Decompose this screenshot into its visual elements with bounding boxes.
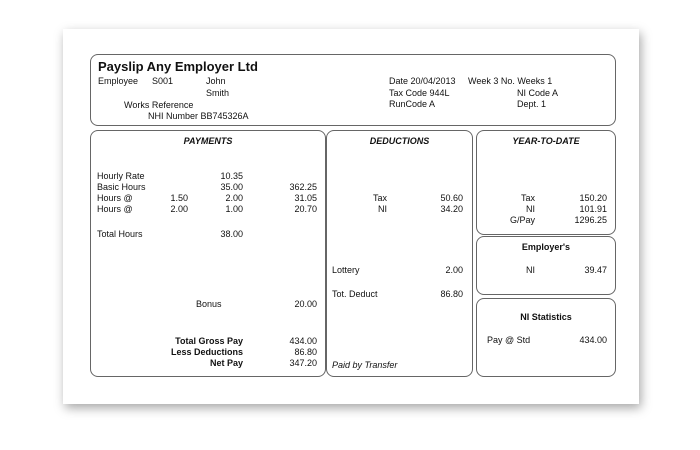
ytd-tax-value: 150.20	[579, 193, 607, 203]
payments-row-amount: 20.70	[294, 204, 317, 214]
payments-title: PAYMENTS	[183, 136, 233, 146]
tot-deduct-label: Tot. Deduct	[332, 289, 378, 299]
less-deductions-label: Less Deductions	[170, 347, 243, 357]
ni-code: NI Code A	[517, 88, 559, 98]
payments-row-units: 2.00	[225, 193, 243, 203]
payments-row-rate: 2.00	[170, 204, 188, 214]
payments-row-rate: 1.50	[170, 193, 188, 203]
deduction-ni-label: NI	[378, 204, 387, 214]
ytd-ni-label: NI	[526, 204, 535, 214]
dept: Dept. 1	[517, 99, 547, 109]
tot-deduct-value: 86.80	[440, 289, 463, 299]
total-gross-value: 434.00	[289, 336, 317, 346]
run-code: RunCode A	[389, 99, 436, 109]
payments-row-units: 35.00	[220, 182, 243, 192]
ni-statistics-title: NI Statistics	[520, 312, 572, 322]
ytd-ni-value: 101.91	[579, 204, 607, 214]
ytd-panel	[476, 130, 616, 235]
ytd-tax-label: Tax	[520, 193, 535, 203]
payments-row-amount: 362.25	[289, 182, 317, 192]
employer-ni-value: 39.47	[584, 265, 607, 275]
bonus-value: 20.00	[294, 299, 317, 309]
net-pay-label: Net Pay	[209, 358, 243, 368]
payments-row-label: Hours @	[97, 193, 133, 203]
payments-row-amount: 31.05	[294, 193, 317, 203]
employer-ni-label: NI	[526, 265, 535, 275]
deductions-title: DEDUCTIONS	[369, 136, 430, 146]
deductions-panel	[326, 130, 473, 377]
payslip-sheet	[63, 29, 639, 404]
week-info: Week 3 No. Weeks 1	[468, 76, 553, 86]
nhi-number: NHI Number BB745326A	[148, 111, 249, 121]
employer-panel	[476, 236, 616, 295]
payments-row-label: Basic Hours	[97, 182, 146, 192]
ytd-gpay-value: 1296.25	[574, 215, 607, 225]
works-reference-label: Works Reference	[124, 100, 194, 110]
pay-at-std-label: Pay @ Std	[487, 335, 531, 345]
deduction-ni-value: 34.20	[440, 204, 463, 214]
pay-at-std-value: 434.00	[579, 335, 607, 345]
lottery-value: 2.00	[445, 265, 463, 275]
payments-panel	[90, 130, 326, 377]
payslip-title: Payslip Any Employer Ltd	[98, 59, 258, 74]
payments-row-units: 1.00	[225, 204, 243, 214]
employee-first-name: John	[206, 76, 226, 86]
total-hours-label: Total Hours	[97, 229, 143, 239]
payments-row-label: Hourly Rate	[97, 171, 145, 181]
less-deductions-value: 86.80	[294, 347, 317, 357]
pay-date: Date 20/04/2013	[389, 76, 456, 86]
employee-label: Employee	[98, 76, 139, 86]
net-pay-value: 347.20	[289, 358, 317, 368]
bonus-label: Bonus	[196, 299, 222, 309]
payments-row-label: Hours @	[97, 204, 133, 214]
paid-by-transfer: Paid by Transfer	[332, 360, 398, 370]
deduction-tax-label: Tax	[372, 193, 387, 203]
payments-row-units: 10.35	[220, 171, 243, 181]
ni-statistics-panel	[476, 298, 616, 377]
total-hours-value: 38.00	[220, 229, 243, 239]
header-panel	[90, 54, 616, 126]
employee-last-name: Smith	[206, 88, 230, 98]
employer-title: Employer's	[521, 242, 571, 252]
total-gross-label: Total Gross Pay	[175, 336, 243, 346]
ytd-title: YEAR-TO-DATE	[512, 136, 580, 146]
deduction-tax-value: 50.60	[440, 193, 463, 203]
ytd-gpay-label: G/Pay	[509, 215, 535, 225]
employee-code: S001	[152, 76, 174, 86]
lottery-label: Lottery	[332, 265, 360, 275]
tax-code: Tax Code 944L	[389, 88, 450, 98]
